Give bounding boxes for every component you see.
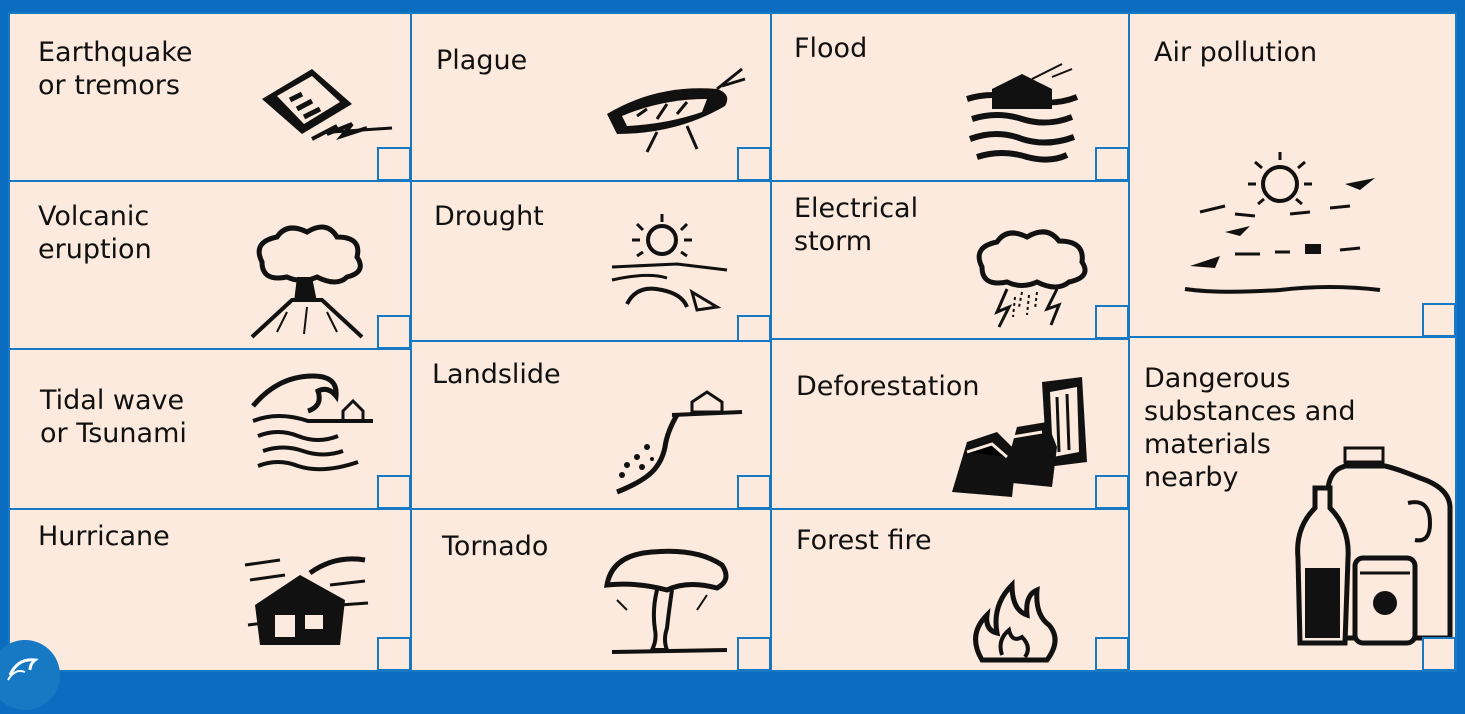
tornado-checkbox[interactable] <box>737 637 771 671</box>
cell-drought <box>410 180 772 350</box>
volcanic-checkbox[interactable] <box>377 315 411 349</box>
earthquake-checkbox[interactable] <box>377 147 411 181</box>
hazard-label: Hurricane <box>38 521 170 552</box>
hazard-label: Flood <box>794 33 868 64</box>
drought-icon <box>607 212 737 312</box>
cell-plague <box>410 12 772 182</box>
tidal-wave-checkbox[interactable] <box>377 475 411 509</box>
tsunami-icon <box>248 366 378 476</box>
landslide-checkbox[interactable] <box>737 475 771 509</box>
cell-electrical-storm <box>770 180 1130 340</box>
forest-fire-checkbox[interactable] <box>1095 637 1129 671</box>
hazard-label: Electrical storm <box>794 193 919 257</box>
hurricane-checkbox[interactable] <box>377 637 411 671</box>
cell-deforestation <box>770 338 1130 510</box>
fire-icon <box>967 575 1067 665</box>
air-pollution-icon <box>1180 144 1390 304</box>
cell-tidal-wave <box>8 348 412 510</box>
electrical-storm-checkbox[interactable] <box>1095 305 1129 339</box>
tree-stump-icon <box>947 372 1097 502</box>
cell-landslide <box>410 340 772 510</box>
wave-logo-icon <box>0 640 60 710</box>
hazard-label: Earthquake or tremors <box>38 37 193 101</box>
hazard-label: Drought <box>434 201 544 232</box>
hazard-label: Dangerous substances and materials nearby <box>1144 363 1356 493</box>
hazard-label: Deforestation <box>796 371 980 402</box>
cell-volcanic <box>8 180 412 350</box>
hazard-label: Plague <box>436 45 528 76</box>
air-pollution-checkbox[interactable] <box>1422 303 1456 337</box>
flood-icon <box>962 69 1082 164</box>
cell-dangerous-substances <box>1128 336 1457 672</box>
hazard-label: Volcanic eruption <box>38 201 152 265</box>
cell-forest-fire <box>770 508 1130 672</box>
dangerous-substances-checkbox[interactable] <box>1422 637 1456 671</box>
hazard-label: Tidal wave or Tsunami <box>40 385 187 449</box>
earthquake-icon <box>242 54 392 144</box>
flood-checkbox[interactable] <box>1095 147 1129 181</box>
cell-air-pollution <box>1128 12 1457 338</box>
chemical-containers-icon <box>1290 448 1465 648</box>
hazard-label: Forest fire <box>796 525 932 556</box>
hazard-label: Air pollution <box>1154 37 1318 68</box>
hazard-label: Landslide <box>432 359 561 390</box>
cell-hurricane <box>8 508 412 672</box>
hurricane-icon <box>240 545 370 655</box>
cell-earthquake <box>8 12 412 182</box>
deforestation-checkbox[interactable] <box>1095 475 1129 509</box>
cell-flood <box>770 12 1130 182</box>
volcano-icon <box>242 222 372 342</box>
tornado-icon <box>597 540 737 660</box>
locust-icon <box>597 64 747 154</box>
storm-cloud-icon <box>967 227 1097 327</box>
hazard-checklist <box>8 12 1457 672</box>
landslide-icon <box>607 387 747 497</box>
hazard-label: Tornado <box>442 531 549 562</box>
cell-tornado <box>410 508 772 672</box>
plague-checkbox[interactable] <box>737 147 771 181</box>
